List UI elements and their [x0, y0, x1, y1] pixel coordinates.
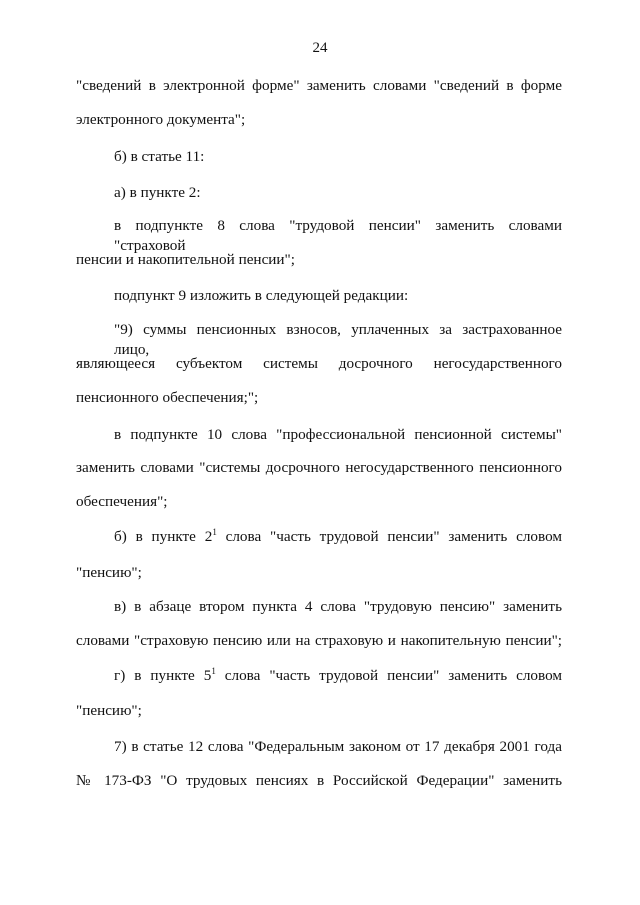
text-line-18-start: г) в пункте 5: [114, 667, 212, 684]
text-line-8: "9) суммы пенсионных взносов, уплаченных за застрахованное лицо,: [114, 321, 562, 358]
text-line-15: "пенсию";: [76, 564, 142, 581]
text-line-7: подпункт 9 изложить в следующей редакции:: [114, 287, 409, 304]
text-line-14: [114, 527, 562, 547]
text-line-18: [114, 666, 562, 686]
text-line-9: являющееся субъектом системы досрочного негосударственного: [76, 355, 562, 372]
text-line-2: электронного документа";: [76, 111, 246, 128]
text-line-1: "сведений в электронной форме" заменить словами "сведений в форме: [76, 77, 562, 94]
page-number: 24: [312, 40, 328, 56]
text-line-19: "пенсию";: [76, 702, 142, 719]
text-line-13: обеспечения";: [76, 493, 168, 510]
text-line-14-end: слова "часть трудовой пенсии" заменить словом: [216, 528, 562, 545]
text-line-11: в подпункте 10 слова "профессиональной пенсионной системы": [114, 426, 562, 443]
text-line-21: № 173-ФЗ "О трудовых пенсиях в Российской Федерации" заменить: [76, 772, 562, 789]
text-line-10: пенсионного обеспечения;";: [76, 389, 259, 406]
text-line-16: в) в абзаце втором пункта 4 слова "трудовую пенсию" заменить: [114, 598, 562, 615]
text-line-12: заменить словами "системы досрочного негосударственного пенсионного: [76, 459, 562, 476]
text-line-14-start: б) в пункте 2: [114, 528, 213, 545]
superscript-index: 1: [212, 527, 217, 537]
superscript-index: 1: [211, 666, 216, 676]
text-line-18-end: слова "часть трудовой пенсии" заменить словом: [215, 667, 562, 684]
text-line-5: в подпункте 8 слова "трудовой пенсии" заменить словами "страховой: [114, 217, 562, 254]
text-line-17: словами "страховую пенсию или на страховую и накопительную пенсии";: [76, 632, 562, 649]
text-line-6: пенсии и накопительной пенсии";: [76, 251, 295, 268]
text-line-20: 7) в статье 12 слова "Федеральным законом от 17 декабря 2001 года: [114, 738, 562, 755]
text-line-4: а) в пункте 2:: [114, 184, 201, 201]
text-line-3: б) в статье 11:: [114, 148, 205, 165]
